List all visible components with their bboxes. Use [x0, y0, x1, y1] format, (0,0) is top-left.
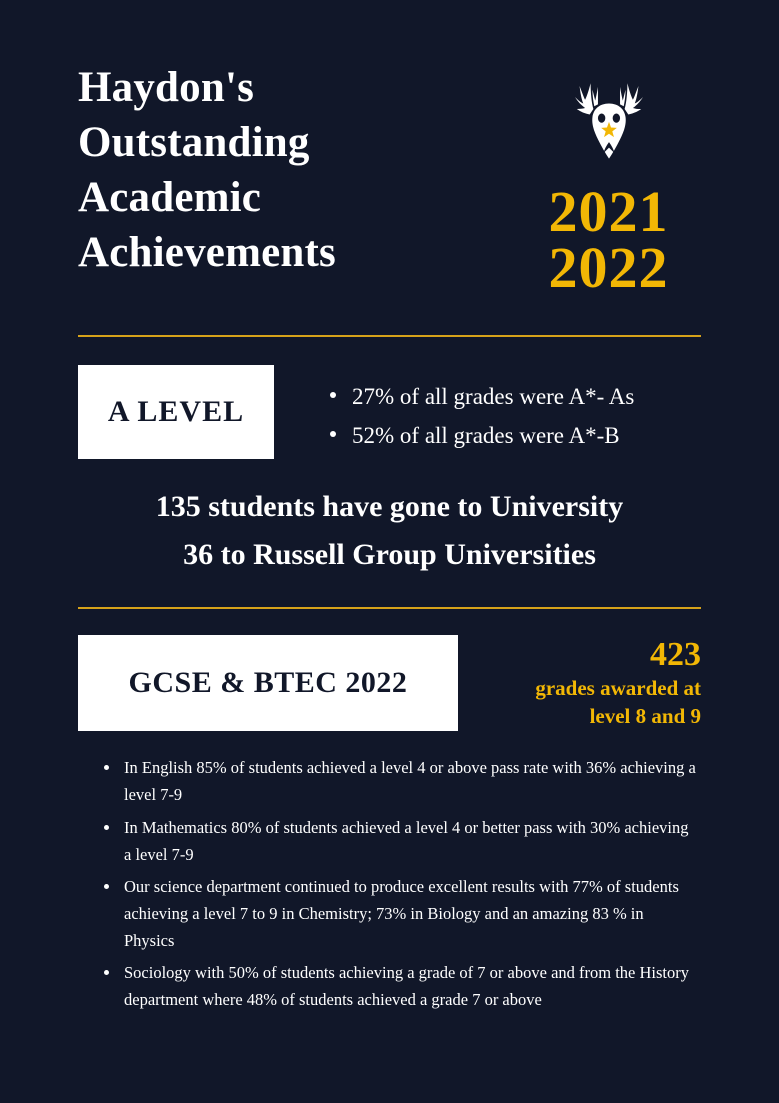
- university-line-1: 135 students have gone to University: [155, 490, 624, 524]
- list-item: In Mathematics 80% of students achieved a level 4 or better pass with 30% achieving a level 7-9: [104, 815, 697, 868]
- divider-middle: [78, 607, 701, 609]
- gcse-stat-number: 423: [650, 636, 701, 674]
- university-line-2: 36 to Russell Group Universities: [183, 538, 596, 572]
- list-item: 27% of all grades were A*- As: [330, 377, 634, 416]
- gcse-stat: [535, 635, 701, 729]
- alevel-bullet-list: [274, 365, 634, 455]
- list-item: Our science department continued to produce excellent results with 77% of students achieving a level 7 to 9 in Chemistry; 73% in Biology and an amazing 83 % in Physics: [104, 874, 697, 954]
- alevel-section: [78, 365, 701, 459]
- year-range: [548, 179, 669, 300]
- gcse-tag: GCSE & BTEC 2022: [78, 635, 458, 731]
- alevel-tag: A LEVEL: [78, 365, 274, 459]
- year-from: 2021: [548, 179, 669, 244]
- list-item: In English 85% of students achieved a level 4 or above pass rate with 36% achieving a level 7-9: [104, 755, 697, 808]
- gcse-bullet-list: [78, 755, 701, 1013]
- university-highlight: [78, 483, 701, 579]
- list-item: Sociology with 50% of students achieving a grade of 7 or above and from the History department where 48% of students achieved a grade 7 or above: [104, 960, 697, 1013]
- gcse-stat-caption-line2: level 8 and 9: [589, 704, 701, 729]
- page-title: [78, 60, 336, 280]
- list-item: 52% of all grades were A*-B: [330, 416, 634, 455]
- title-line-1: Haydon's: [78, 64, 255, 111]
- title-line-3: Academic: [78, 174, 262, 222]
- gcse-section-header: [78, 635, 701, 731]
- title-line-4: Achievements: [78, 229, 336, 277]
- year-to: 2022: [548, 234, 669, 300]
- divider-top: [78, 335, 701, 337]
- title-line-2: Outstanding: [78, 119, 310, 167]
- stag-head-crest-icon: [563, 74, 655, 166]
- gcse-stat-caption-line1: grades awarded at: [535, 676, 701, 701]
- header-right: [516, 60, 701, 300]
- poster-header: [78, 60, 701, 300]
